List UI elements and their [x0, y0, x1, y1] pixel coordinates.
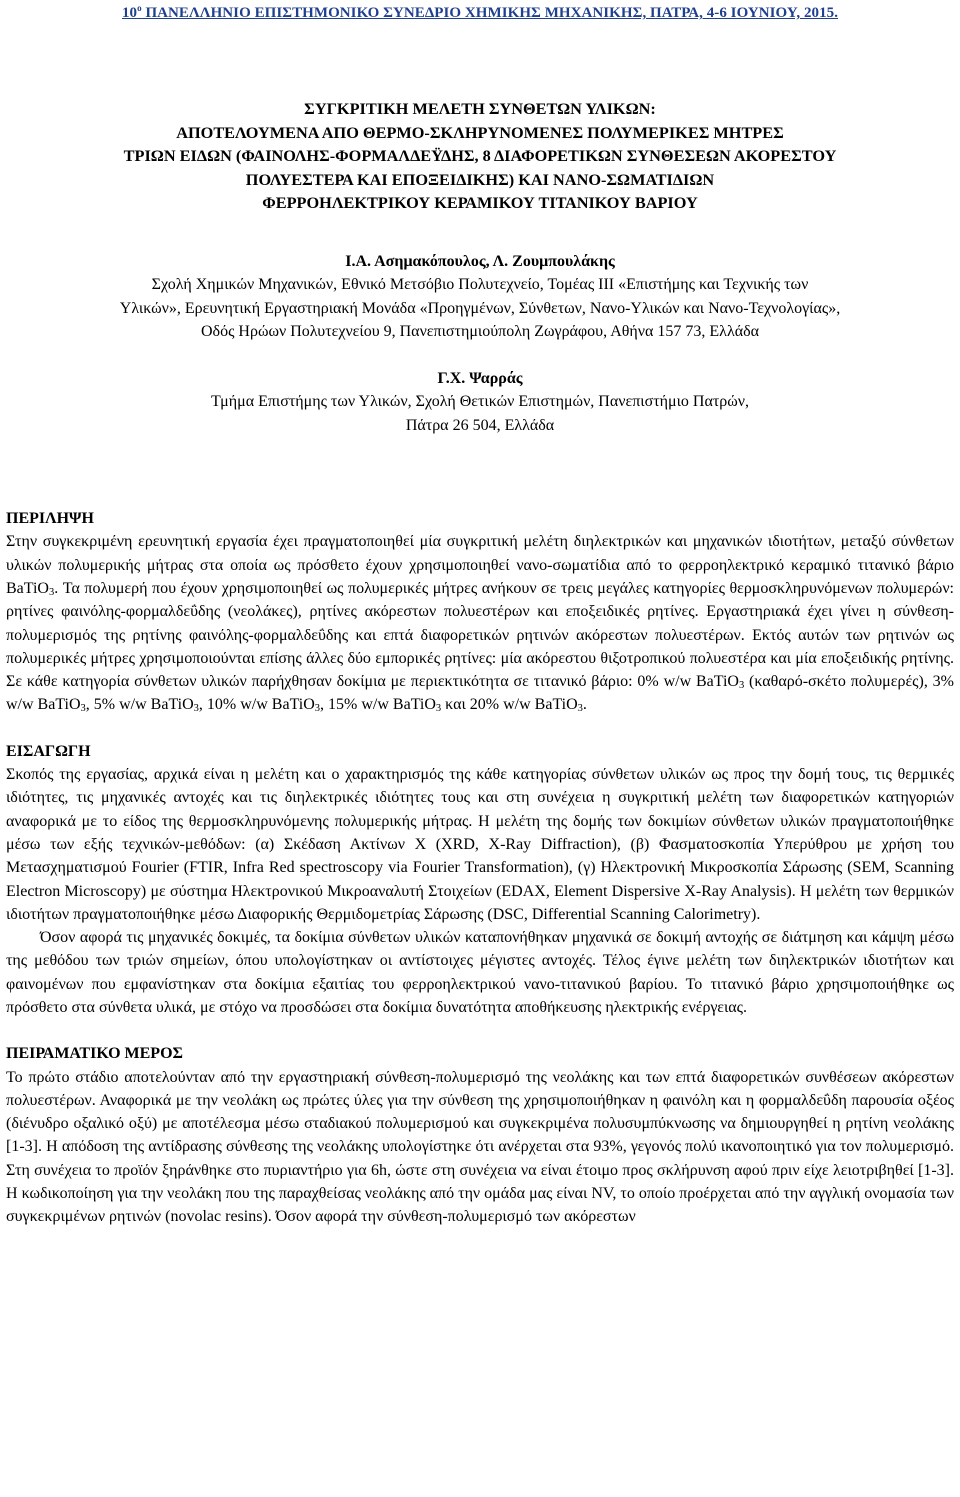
- abstract-text: (καθαρό-σκέτο πολυμερές), 3% w/w BaTiO: [6, 673, 954, 714]
- subscript: 3: [435, 703, 442, 715]
- title-line: ΑΠΟΤΕΛΟΥΜΕΝΑ ΑΠΟ ΘΕΡΜΟ-ΣΚΛΗΡΥΝΟΜΕΝΕΣ ΠΟΛΥΜΕΡΙΚΕΣ ΜΗΤΡΕΣ: [176, 122, 784, 142]
- abstract-text: Στην συγκεκριμένη ερευνητική εργασία έχει πραγματοποιηθεί μία συγκριτική μελέτη διηλεκτρικών και μηχανικών ιδιοτήτων, μεταξύ σύνθετων υλικών πολυμερικής μήτρας στα οποία ως πρόσθετο έχουν χρησιμοποιηθεί νανο-σωματίδια από το φερροηλεκτρικό κεραμικό τιτανικό βάριο BaTiO: [6, 533, 954, 597]
- affiliation-line: Πάτρα 26 504, Ελλάδα: [405, 416, 555, 434]
- affiliation-line: Οδός Ηρώων Πολυτεχνείου 9, Πανεπιστημιούπολη Ζωγράφου, Αθήνα 157 73, Ελλάδα: [200, 322, 759, 340]
- conference-header: [6, 4, 954, 22]
- abstract-text: .: [582, 696, 587, 714]
- subscript: 3: [48, 586, 55, 598]
- introduction-paragraph: Σκοπός της εργασίας, αρχικά είναι η μελέτη και ο χαρακτηρισμός της κάθε κατηγορίας σύνθετων υλικών ως προς την δομή τους, τις θερμικές ιδιότητες, τις μηχανικές αντοχές και τις διηλεκτρικές ιδιότητες τους και στη συνέχεια η συγκριτική μελέτη των διαφορετικών κατηγοριών αναφορικά με το είδος της θερμοσκληρυνόμενης πολυμερικής μήτρας. Η μελέτη της δομής των δοκιμίων σύνθετων υλικών πραγματοποιήθηκε μέσω των εξής τεχνικών-μεθόδων: (α) Σκέδαση Ακτίνων Χ (XRD, X-Ray Diffraction), (β) Φασματοσκοπία Υπερύθρου με χρήση του Μετασχηματισμού Fourier (FTIR, Infra Red spectroscopy via Fourier Transformation), (γ) Ηλεκτρονική Μικροσκοπία Σάρωσης (SEM, Scanning Electron Microscopy) με σύστημα Ηλεκτρονικού Μικροαναλυτή Στοιχείων (EDAX, Element Dispersive X-Ray Analysis). Η μελέτη των θερμικών ιδιοτήτων πραγματοποιήθηκε μέσω Διαφορικής Θερμιδομετρίας Σάρωσης (DSC, Differential Scanning Calorimetry).: [6, 766, 954, 923]
- abstract-text: και 20% w/w BaTiO: [441, 696, 578, 714]
- abstract-paragraph: [6, 530, 954, 716]
- subscript: 3: [738, 680, 745, 692]
- abstract-section: [6, 507, 954, 717]
- affiliation-line: Υλικών», Ερευνητική Εργαστηριακή Μονάδα «Προηγμένων, Σύνθετων, Νανο-Υλικών και Νανο-Τεχνολογίας»,: [119, 299, 841, 317]
- header-superscript: ο: [137, 3, 142, 13]
- abstract-text: , 10% w/w BaTiO: [198, 696, 315, 714]
- affiliation-line: Σχολή Χημικών Μηχανικών, Εθνικό Μετσόβιο Πολυτεχνείο, Τομέας ΙΙΙ «Επιστήμης και Τεχνικής των: [151, 276, 809, 294]
- subscript: 3: [577, 703, 583, 715]
- experimental-heading: ΠΕΙΡΑΜΑΤΙΚΟ ΜΕΡΟΣ: [6, 1045, 183, 1063]
- subscript: 3: [314, 703, 321, 715]
- affiliation-line: Τμήμα Επιστήμης των Υλικών, Σχολή Θετικών Επιστημών, Πανεπιστήμιο Πατρών,: [210, 393, 749, 411]
- subscript: 3: [80, 703, 86, 715]
- paper-title: [6, 97, 954, 215]
- abstract-text: . Τα πολυμερή που έχουν χρησιμοποιηθεί ως πολυμερικές μήτρες ανήκουν σε τρεις μεγάλες κατηγορίες θερμοσκληρυνόμενων πολυμερών: ρητίνες φαινόλης-φορμαλδεΰδης (νεολάκες), ρητίνες ακόρεστων πολυεστέρων και εποξειδικές ρητίνες. Εργαστηριακά έχει γίνει η σύνθεση-πολυμερισμός της ρητίνης φαινόλης-φορμαλδεΰδης και επτά διαφορετικών ρητινών ακόρεστων πολυεστέρων. Εκτός αυτών των ρητινών ως πολυμερικές μήτρες χρησιμοποιούνται επίσης άλλες δύο εμπορικές ρητίνες: μία ακόρεστου θιξοτροπικού πολυεστέρα και μία εποξειδικής ρητίνης. Σε κάθε κατηγορία σύνθετων υλικών παρήχθησαν δοκίμια με περιεκτικότητα σε τιτανικό βάριο: 0% w/w BaTiO: [6, 579, 954, 691]
- abstract-heading: ΠΕΡΙΛΗΨΗ: [6, 510, 94, 528]
- introduction-paragraph: Όσον αφορά τις μηχανικές δοκιμές, τα δοκίμια σύνθετων υλικών καταπονήθηκαν μηχανικά σε δοκιμή αντοχής σε διάτμηση και κάμψη μέσω της μεθόδου των τριών σημείων, όπου υπολογίστηκαν οι αντίστοιχες μέγιστες αντοχές. Τέλος έγινε μελέτη των διηλεκτρικών ιδιοτήτων και φαινομένων που εμφανίστηκαν στα δοκίμια εξαιτίας του φερροηλεκτρικού νανο-τιτανικού βαρίου. Το τιτανικό βάριο χρησιμοποιήθηκε ως πρόσθετο στα σύνθετα υλικά, με στόχο να προσδώσει στα δοκίμια δυνατότητα αποθήκευσης ηλεκτρικής ενέργειας.: [6, 929, 954, 1016]
- experimental-section: [6, 1042, 954, 1228]
- header-number: 10: [121, 5, 138, 21]
- title-line: ΦΕΡΡΟΗΛΕΚΤΡΙΚΟΥ ΚΕΡΑΜΙΚΟΥ ΤΙΤΑΝΙΚΟΥ ΒΑΡΙΟΥ: [262, 193, 698, 213]
- introduction-section: [6, 740, 954, 1020]
- introduction-heading: ΕΙΣΑΓΩΓΗ: [6, 742, 91, 760]
- title-line: ΤΡΙΩΝ ΕΙΔΩΝ (ΦΑΙΝΟΛΗΣ-ΦΟΡΜΑΛΔΕΫΔΗΣ, 8 ΔΙΑΦΟΡΕΤΙΚΩΝ ΣΥΝΘΕΣΕΩΝ ΑΚΟΡΕΣΤΟΥ: [123, 146, 837, 166]
- abstract-text: , 5% w/w BaTiO: [85, 696, 194, 714]
- title-line: ΣΥΓΚΡΙΤΙΚΗ ΜΕΛΕΤΗ ΣΥΝΘΕΤΩΝ ΥΛΙΚΩΝ:: [304, 99, 656, 118]
- author-names-2: Γ.Χ. Ψαρράς: [437, 370, 523, 388]
- author-block-2: [6, 367, 954, 437]
- author-block-1: [6, 250, 954, 343]
- abstract-text: , 15% w/w BaTiO: [320, 696, 436, 714]
- title-line: ΠΟΛΥΕΣΤΕΡΑ ΚΑΙ ΕΠΟΞΕΙΔΙΚΗΣ) ΚΑΙ ΝΑΝΟ-ΣΩΜΑΤΙΔΙΩΝ: [245, 169, 715, 189]
- header-text: ΠΑΝΕΛΛΗΝΙΟ ΕΠΙΣΤΗΜΟΝΙΚΟ ΣΥΝΕΔΡΙΟ ΧΗΜΙΚΗΣ ΜΗΧΑΝΙΚΗΣ, ΠΑΤΡΑ, 4-6 ΙΟΥΝΙΟΥ, 2015.: [141, 5, 839, 21]
- experimental-paragraph: Το πρώτο στάδιο αποτελούνταν από την εργαστηριακή σύνθεση-πολυμερισμό της νεολάκης και των επτά διαφορετικών συνθέσεων ακόρεστων πολυεστέρων. Αναφορικά με την νεολάκη ως πρώτες ύλες για την σύνθεση της χρησιμοποιήθηκαν η φαινόλη και η φορμαλδεΰδη παρουσία οξέος (διένυδρο οξαλικό οξύ) με αποτέλεσμα μέσω σταδιακού πολυμερισμού και συγκεκριμένα πολυσυμπύκνωσης να δημιουργηθεί η ρητίνη νεολάκης [1-3]. Η απόδοση της αντίδρασης σύνθεσης της νεολάκης υπολογίστηκε ότι ανέρχεται στα 93%, γεγονός πολύ ικανοποιητικό για τον πολυμερισμό. Στη συνέχεια το προϊόν ξηράνθηκε στο πυριαντήριο για 6h, ώστε στη συνέχεια να είναι έτοιμο προς σκλήρυνση αφού πριν είχε λειοτριβηθεί [1-3]. Η κωδικοποίηση για την νεολάκη που της παραχθείσας νεολάκης από την ομάδα μας είναι NV, το οποίο προέρχεται από την αγγλική ονομασία των συγκεκριμένων ρητινών (novolac resins). Όσον αφορά την σύνθεση-πολυμερισμό των ακόρεστων: [6, 1068, 954, 1226]
- author-names-1: Ι.Α. Ασημακόπουλος, Λ. Ζουμπουλάκης: [345, 252, 615, 270]
- subscript: 3: [193, 703, 199, 715]
